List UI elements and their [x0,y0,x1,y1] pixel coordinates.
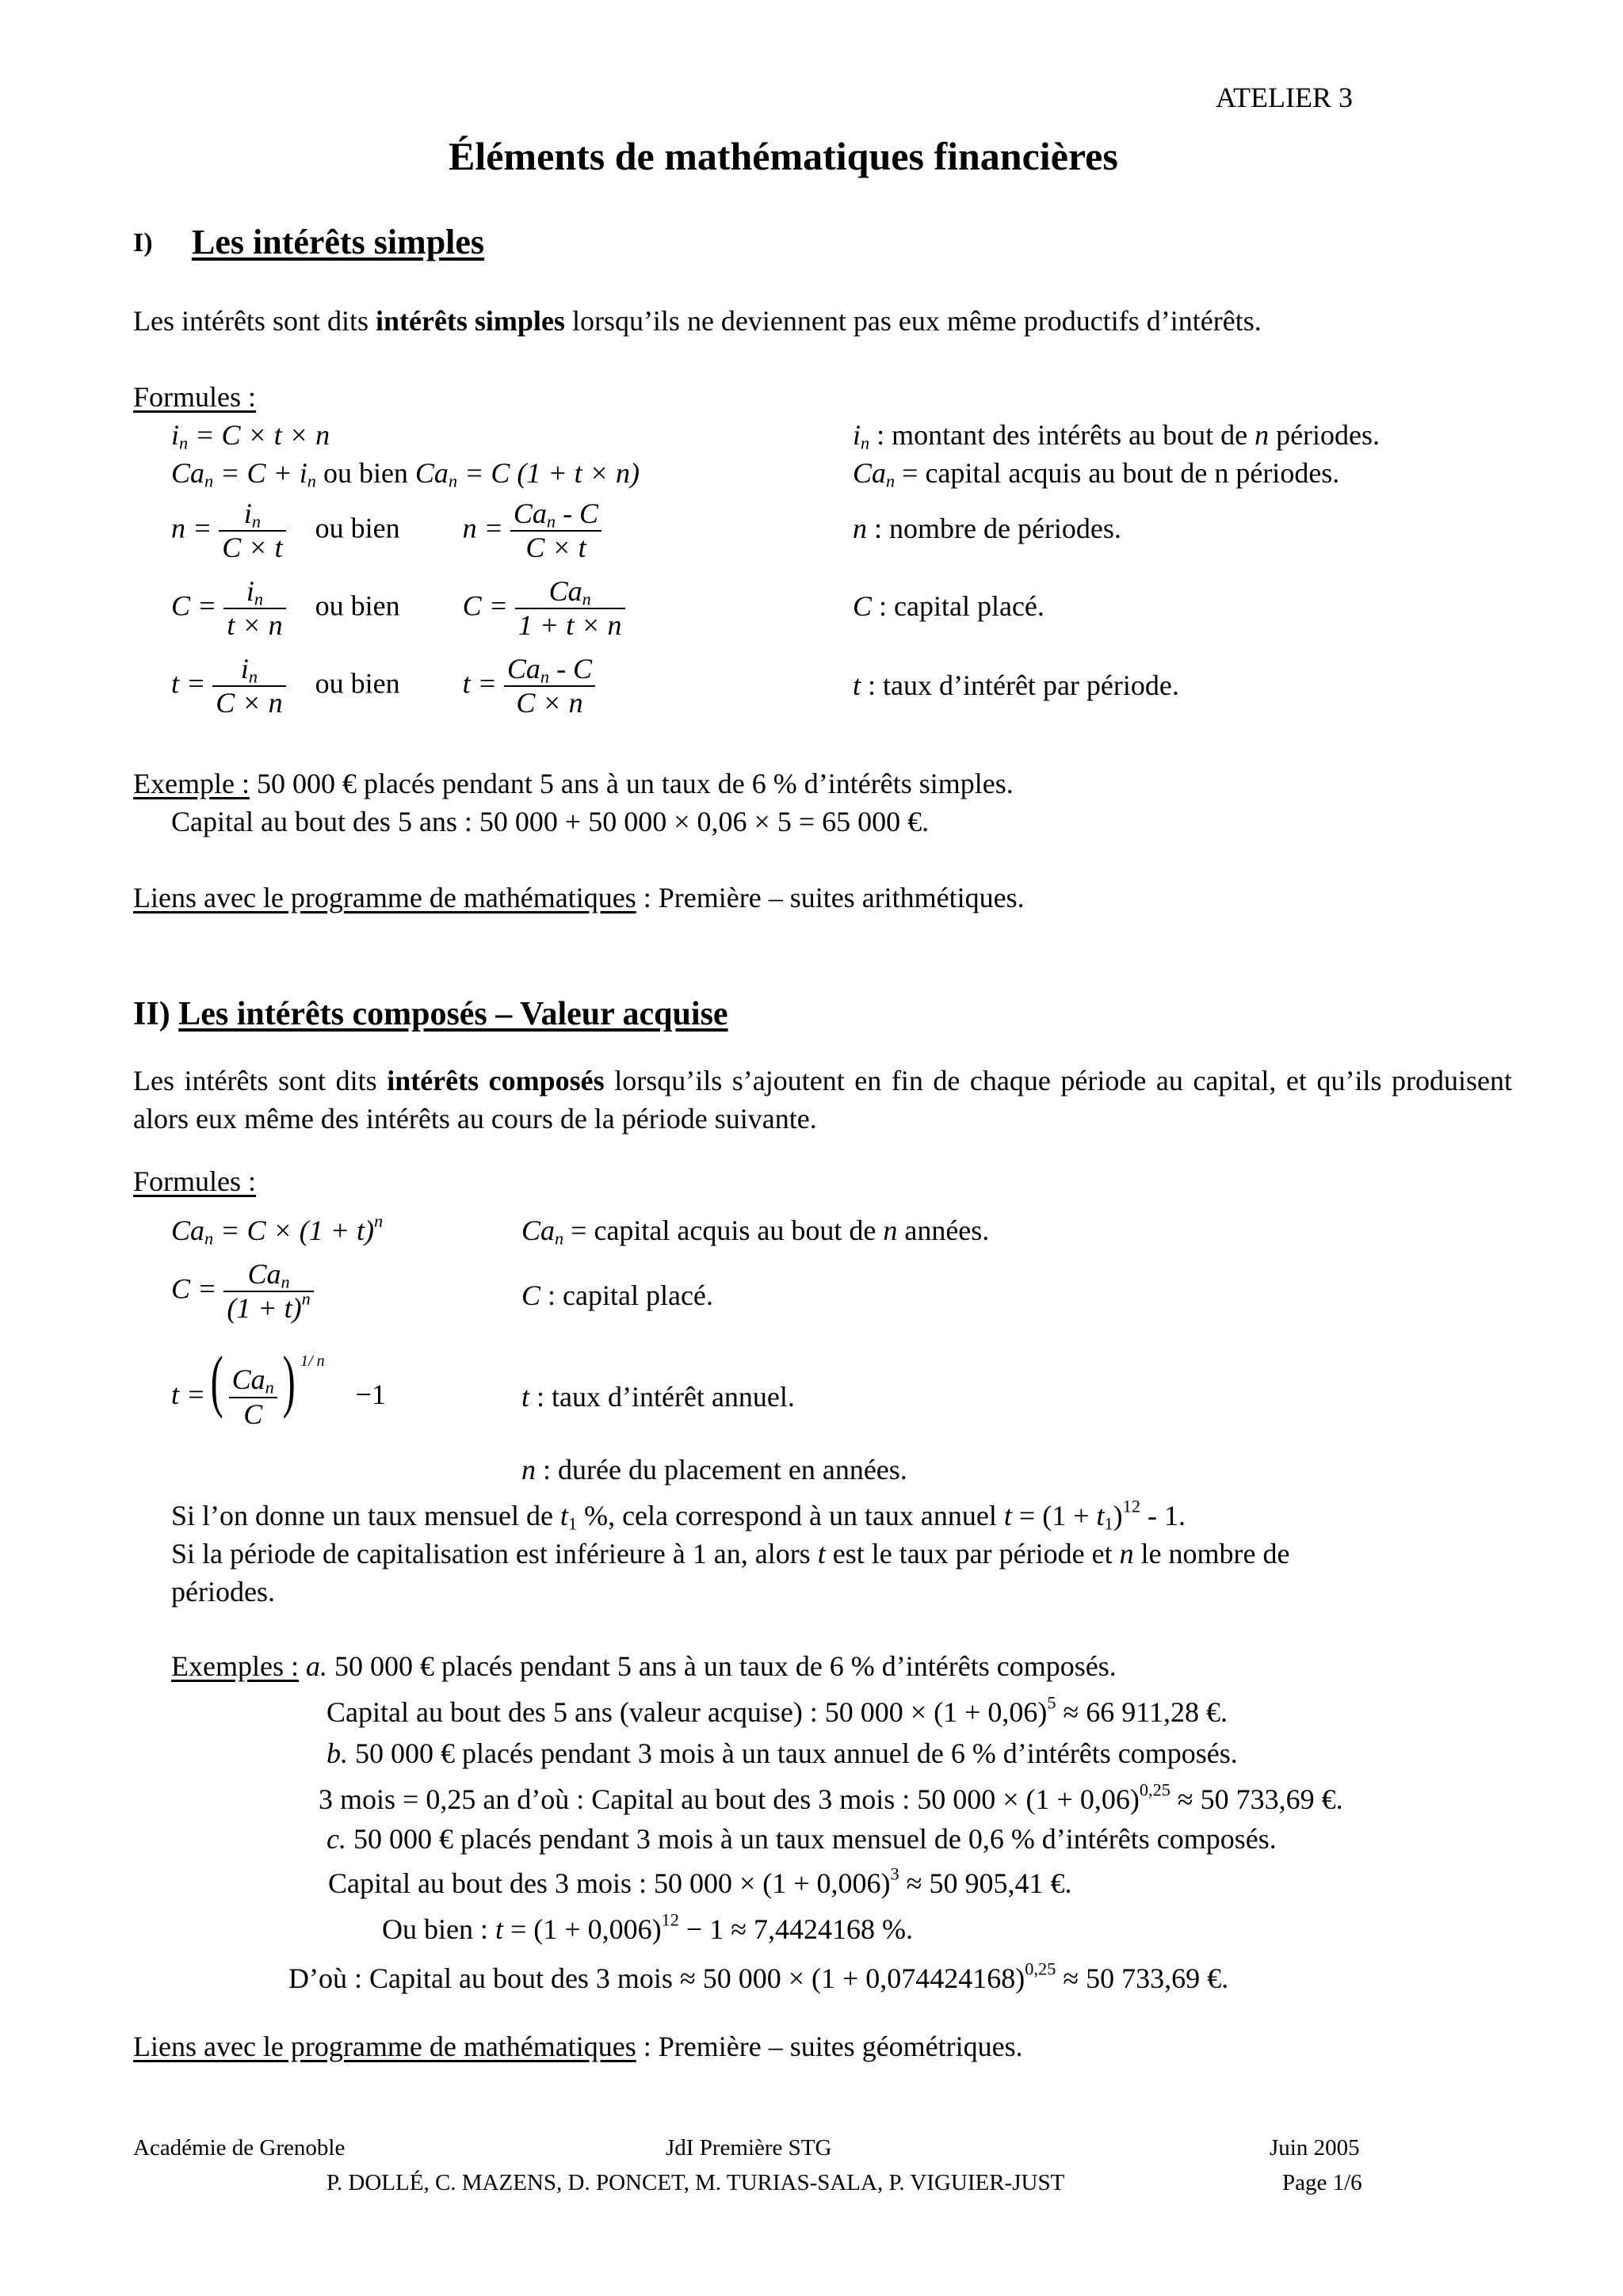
section-1-intro: Les intérêts sont dits intérêts simples lorsqu’ils ne deviennent pas eux même productifs d’intérêts. [133,305,1262,337]
example-c-result: D’où : Capital au bout des 3 mois ≈ 50 $000 \times (1 + 0,074424168)^{0,25} \approx 50$ 733,69 €. [288,1958,1229,1994]
var-desc-compound-can: $Ca_n$ = capital acquis au bout de n années. [521,1215,990,1249]
var-desc-compound-c: C : capital placé. [521,1280,713,1311]
section-1-example: Exemple : 50 000 € placés pendant 5 ans à un taux de 6 % d’intérêts simples. [133,768,1014,799]
section-1-links: Liens avec le programme de mathématiques : Première – suites arithmétiques. [133,882,1025,913]
formula-compound-c: C = $\frac{Ca_n}{(1 + t)^n}$ [171,1258,314,1325]
footer-academy: Académie de Grenoble [133,2135,346,2161]
var-desc-t: t : taux d’intérêt par période. [853,669,1179,701]
period-note-cont: périodes. [171,1576,275,1608]
atelier-label: ATELIER 3 [1216,82,1353,113]
var-desc-can: $Ca_n$ = capital acquis au bout de n périodes. [853,457,1340,491]
formula-compound-t: t =( $\frac{Ca_n}{C}$ ) $^{1/ n}$ −1 [171,1343,386,1430]
formula-interest: $i_n = C \times t \times n$ [171,419,330,453]
example-a: Exemples : a. 50 000 € placés pendant 5 ans à un taux de 6 % d’intérêts composés. [171,1650,1117,1682]
footer-course: JdI Première STG [666,2135,832,2161]
example-c: c. 50 000 € placés pendant 3 mois à un taux mensuel de 0,6 % d’intérêts composés. [327,1823,1277,1855]
section-2-heading: II) Les intérêts composés – Valeur acquise [133,996,728,1032]
section-1-number: I) [133,228,153,257]
footer-authors: P. DOLLÉ, C. MAZENS, D. PONCET, M. TURIAS-SALA, P. VIGUIER-JUST [327,2170,1065,2195]
section-1-formulas-label: Formules : [133,381,257,413]
example-b-calc: 3 mois = 0,25 an d’où : Capital au bout des 3 mois : 50 $000 \times (1 + 0,06)^{0,25} \approx 50$ 733,69 €. [319,1779,1343,1815]
section-2-intro: Les intérêts sont dits intérêts composés lorsqu’ils s’ajoutent en fin de chaque période au capital, et qu’ils produisent alors eux même des intérêts au cours de la période suivante. [133,1065,1513,1135]
formula-t: t = $\frac{i_n}{C \times n}$ ou bien t = $\frac{Ca_n - C}{C \times n}$ [171,653,595,720]
footer-page-number: Page 1/6 [1282,2170,1362,2195]
example-c-alt: Ou bien : $t = (1 + 0,006)^{12} - 1 \approx 7,4424168$ %. [382,1909,913,1945]
var-desc-compound-n: n : durée du placement en années. [521,1454,907,1486]
example-a-calc: Capital au bout des 5 ans (valeur acquise) : 50 $000 \times (1 + 0,06)^5 \approx 66$ 911,28 €. [327,1692,1228,1728]
var-desc-compound-t: t : taux d’intérêt annuel. [521,1381,795,1413]
section-2-links: Liens avec le programme de mathématiques : Première – suites géométriques. [133,2031,1023,2062]
section-2-formulas-label: Formules : [133,1165,257,1197]
page-title: Éléments de mathématiques financières [449,134,1118,178]
section-1-heading: Les intérêts simples [192,223,485,261]
period-note: Si la période de capitalisation est inférieure à 1 an, alors t est le taux par période et n le nombre de [171,1538,1290,1569]
section-1-example-calc: Capital au bout des 5 ans : 50 000 + 50 000 × 0,06 × 5 = 65 000 €. [171,806,930,837]
formula-compound-can: $Ca_n = C \times (1 + t)^n$ [171,1211,384,1249]
formula-c: C = $\frac{i_n}{t \times n}$ ou bien C = $\frac{Ca_n}{1 + t \times n}$ [171,575,625,643]
example-c-calc: Capital au bout des 3 mois : 50 $000 \times (1 + 0,006)^3 \approx 50$ 905,41 €. [328,1863,1072,1899]
example-b: b. 50 000 € placés pendant 3 mois à un taux annuel de 6 % d’intérêts composés. [327,1737,1238,1769]
var-desc-in: $i_n$ : montant des intérêts au bout de n périodes. [853,419,1381,453]
var-desc-c: C : capital placé. [853,590,1044,622]
monthly-rate-note: Si l’on donne un taux mensuel de $t_1$ %, cela correspond à un taux annuel $t = (1 + t_1)^{12} - 1$. [171,1496,1186,1534]
formula-capital: $Ca_n = C + i_n$ ou bien $Ca_n = C$ (1 + t × n) [171,457,640,491]
formula-n: n = $\frac{i_n}{C \times t}$ ou bien n = $\frac{Ca_n - C}{C \times t}$ [171,498,601,565]
var-desc-n: n : nombre de périodes. [853,513,1121,544]
footer-date: Juin 2005 [1270,2135,1360,2161]
